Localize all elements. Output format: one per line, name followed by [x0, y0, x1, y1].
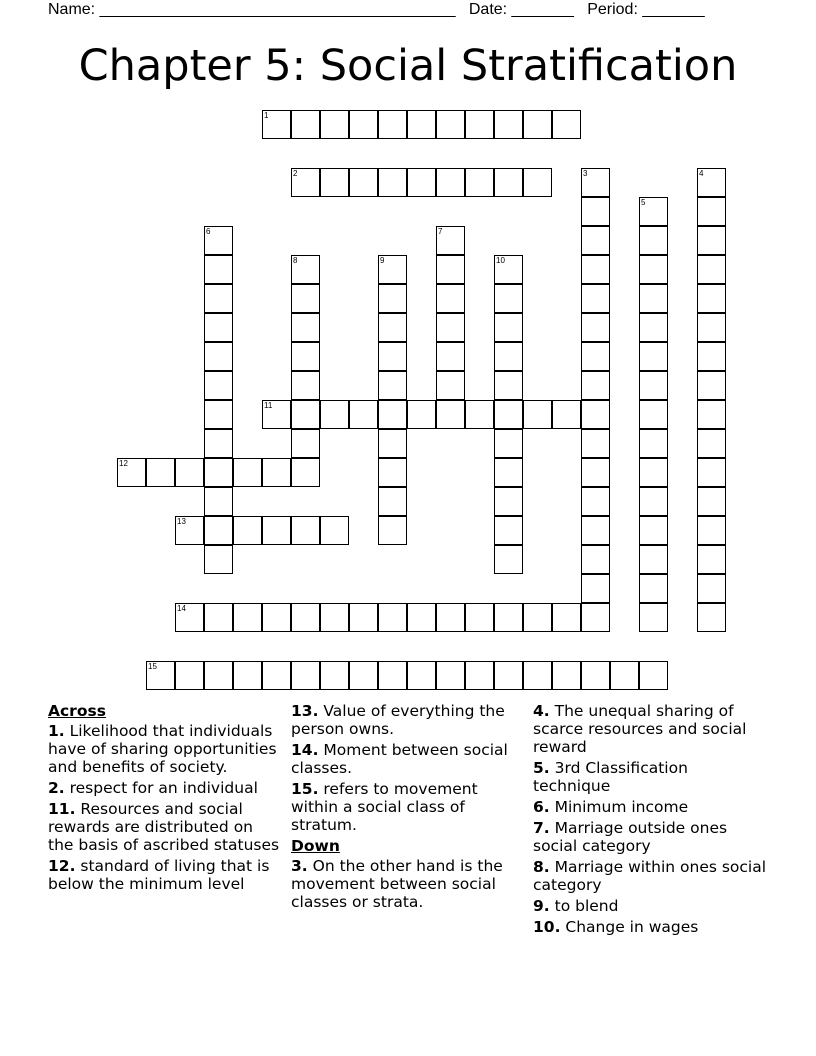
crossword-cell[interactable] — [494, 516, 523, 545]
crossword-cell[interactable] — [552, 110, 581, 139]
crossword-cell[interactable] — [639, 574, 668, 603]
crossword-cell[interactable] — [639, 226, 668, 255]
clue-text: Marriage outside ones social category — [533, 819, 728, 855]
crossword-cell[interactable] — [639, 458, 668, 487]
crossword-cell[interactable] — [697, 168, 726, 197]
crossword-cell[interactable] — [291, 661, 320, 690]
clue-number: 4. — [533, 702, 550, 720]
crossword-cell[interactable] — [262, 110, 291, 139]
crossword-cell[interactable] — [436, 400, 465, 429]
clue-number: 2. — [48, 779, 65, 797]
crossword-cell[interactable] — [494, 487, 523, 516]
cell-number: 11 — [264, 401, 273, 410]
across-clue-list-continued — [291, 702, 525, 834]
crossword-cell[interactable] — [436, 603, 465, 632]
crossword-cell[interactable] — [291, 429, 320, 458]
crossword-cell[interactable] — [320, 110, 349, 139]
crossword-cell[interactable] — [697, 255, 726, 284]
crossword-cell[interactable] — [581, 371, 610, 400]
crossword-cell[interactable] — [407, 661, 436, 690]
clue-item — [533, 897, 768, 915]
crossword-cell[interactable] — [407, 400, 436, 429]
crossword-cell[interactable] — [581, 400, 610, 429]
crossword-cell[interactable] — [494, 342, 523, 371]
clue-number: 6. — [533, 798, 550, 816]
clue-number: 8. — [533, 858, 550, 876]
clue-item — [533, 798, 768, 816]
clue-text: respect for an individual — [64, 779, 258, 797]
crossword-cell[interactable] — [581, 458, 610, 487]
clue-item — [291, 857, 525, 911]
crossword-cell[interactable] — [378, 516, 407, 545]
down-clue-list — [291, 857, 525, 911]
crossword-cell[interactable] — [291, 400, 320, 429]
clue-number: 1. — [48, 722, 65, 740]
crossword-cell[interactable] — [436, 313, 465, 342]
crossword-cell[interactable] — [262, 603, 291, 632]
clue-item — [48, 857, 282, 893]
crossword-cell[interactable] — [204, 545, 233, 574]
crossword-cell[interactable] — [581, 168, 610, 197]
cell-number: 14 — [177, 604, 186, 613]
crossword-cell[interactable] — [349, 110, 378, 139]
clue-item — [533, 759, 768, 795]
crossword-cell[interactable] — [320, 516, 349, 545]
crossword-cell[interactable] — [581, 342, 610, 371]
cell-number: 4 — [699, 169, 704, 178]
crossword-cell[interactable] — [320, 168, 349, 197]
crossword-cell[interactable] — [378, 487, 407, 516]
crossword-cell[interactable] — [697, 371, 726, 400]
clue-item — [291, 741, 525, 777]
crossword-cell[interactable] — [204, 284, 233, 313]
crossword-cell[interactable] — [552, 661, 581, 690]
crossword-cell[interactable] — [639, 284, 668, 313]
crossword-cell[interactable] — [697, 226, 726, 255]
crossword-cell[interactable] — [639, 429, 668, 458]
crossword-cell[interactable] — [436, 168, 465, 197]
crossword-cell[interactable] — [349, 168, 378, 197]
crossword-cell[interactable] — [552, 603, 581, 632]
crossword-cell[interactable] — [465, 661, 494, 690]
crossword-cell[interactable] — [581, 661, 610, 690]
crossword-cell[interactable] — [320, 400, 349, 429]
crossword-cell[interactable] — [639, 661, 668, 690]
crossword-cell[interactable] — [204, 400, 233, 429]
crossword-cell[interactable] — [349, 603, 378, 632]
clue-text: Resources and social rewards are distributed on the basis of ascribed statuses — [48, 800, 280, 854]
crossword-cell[interactable] — [436, 371, 465, 400]
clue-item — [533, 702, 768, 756]
crossword-cell[interactable] — [378, 458, 407, 487]
crossword-cell[interactable] — [291, 516, 320, 545]
crossword-cell[interactable] — [523, 400, 552, 429]
crossword-cell[interactable] — [291, 603, 320, 632]
crossword-cell[interactable] — [494, 371, 523, 400]
cell-number: 8 — [293, 256, 298, 265]
clue-text: standard of living that is below the minimum level — [48, 857, 270, 893]
crossword-cell[interactable] — [523, 110, 552, 139]
crossword-cell[interactable] — [378, 400, 407, 429]
crossword-cell[interactable] — [552, 400, 581, 429]
crossword-cell[interactable] — [291, 342, 320, 371]
page-title: Chapter 5: Social Stratification — [78, 41, 738, 91]
crossword-cell[interactable] — [697, 313, 726, 342]
crossword-cell[interactable] — [494, 603, 523, 632]
crossword-cell[interactable] — [494, 545, 523, 574]
crossword-cell[interactable] — [494, 110, 523, 139]
crossword-cell[interactable] — [146, 458, 175, 487]
down-heading: Down — [291, 837, 340, 855]
crossword-cell[interactable] — [494, 429, 523, 458]
crossword-cell[interactable] — [407, 168, 436, 197]
crossword-cell[interactable] — [581, 574, 610, 603]
crossword-cell[interactable] — [436, 661, 465, 690]
crossword-cell[interactable] — [378, 429, 407, 458]
crossword-cell[interactable] — [697, 603, 726, 632]
crossword-cell[interactable] — [291, 313, 320, 342]
crossword-cell[interactable] — [639, 545, 668, 574]
clue-number: 15. — [291, 780, 319, 798]
crossword-cell[interactable] — [697, 545, 726, 574]
crossword-cell[interactable] — [494, 661, 523, 690]
crossword-cell[interactable] — [581, 226, 610, 255]
clue-item — [533, 819, 768, 855]
crossword-cell[interactable] — [523, 603, 552, 632]
crossword-cell[interactable] — [639, 400, 668, 429]
crossword-cell[interactable] — [378, 342, 407, 371]
crossword-cell[interactable] — [378, 168, 407, 197]
crossword-cell[interactable] — [204, 487, 233, 516]
crossword-cell[interactable] — [349, 400, 378, 429]
crossword-cell[interactable] — [523, 661, 552, 690]
crossword-cell[interactable] — [610, 661, 639, 690]
clue-number: 3. — [291, 857, 308, 875]
crossword-cell[interactable] — [436, 342, 465, 371]
clue-item — [291, 702, 525, 738]
crossword-cell[interactable] — [494, 284, 523, 313]
crossword-cell[interactable] — [581, 429, 610, 458]
clue-text: Minimum income — [549, 798, 689, 816]
crossword-cell[interactable] — [204, 255, 233, 284]
crossword-cell[interactable] — [465, 400, 494, 429]
crossword-cell[interactable] — [291, 255, 320, 284]
crossword-cell[interactable] — [494, 168, 523, 197]
crossword-cell[interactable] — [204, 516, 233, 545]
crossword-cell[interactable] — [697, 400, 726, 429]
crossword-cell[interactable] — [697, 574, 726, 603]
clue-number: 7. — [533, 819, 550, 837]
crossword-cell[interactable] — [175, 458, 204, 487]
crossword-cell[interactable] — [407, 110, 436, 139]
clue-text: refers to movement within a social class of stratum. — [291, 780, 478, 834]
clue-item — [291, 780, 525, 834]
crossword-cell[interactable] — [349, 661, 378, 690]
crossword-cell[interactable] — [204, 371, 233, 400]
crossword-cell[interactable] — [639, 516, 668, 545]
crossword-cell[interactable] — [494, 458, 523, 487]
clues-column-1 — [48, 702, 282, 896]
clue-text: Moment between social classes. — [291, 741, 508, 777]
cell-number: 15 — [148, 662, 157, 671]
clue-text: to blend — [549, 897, 619, 915]
crossword-cell[interactable] — [204, 429, 233, 458]
clue-text: On the other hand is the movement between social classes or strata. — [291, 857, 503, 911]
crossword-cell[interactable] — [639, 371, 668, 400]
crossword-cell[interactable] — [494, 400, 523, 429]
crossword-cell[interactable] — [146, 661, 175, 690]
crossword-cell[interactable] — [204, 226, 233, 255]
crossword-cell[interactable] — [233, 661, 262, 690]
clue-item — [48, 800, 282, 854]
crossword-cell[interactable] — [262, 516, 291, 545]
crossword-cell[interactable] — [204, 458, 233, 487]
cell-number: 13 — [177, 517, 186, 526]
crossword-cell[interactable] — [175, 603, 204, 632]
cell-number: 5 — [641, 198, 646, 207]
crossword-cell[interactable] — [639, 255, 668, 284]
clue-item — [48, 779, 282, 797]
crossword-cell[interactable] — [436, 110, 465, 139]
cell-number: 12 — [119, 459, 128, 468]
crossword-cell[interactable] — [117, 458, 146, 487]
cell-number: 10 — [496, 256, 505, 265]
clue-number: 14. — [291, 741, 319, 759]
crossword-cell[interactable] — [262, 400, 291, 429]
cell-number: 2 — [293, 169, 298, 178]
crossword-cell[interactable] — [639, 603, 668, 632]
name-field-label[interactable]: Name: ________________________________________ — [48, 1, 456, 18]
crossword-cell[interactable] — [291, 458, 320, 487]
crossword-cell[interactable] — [465, 603, 494, 632]
crossword-cell[interactable] — [465, 110, 494, 139]
crossword-cell[interactable] — [175, 661, 204, 690]
clue-text: The unequal sharing of scarce resources and social reward — [533, 702, 747, 756]
crossword-cell[interactable] — [697, 458, 726, 487]
crossword-cell[interactable] — [494, 313, 523, 342]
crossword-cell[interactable] — [494, 255, 523, 284]
crossword-cell[interactable] — [262, 458, 291, 487]
clue-text: 3rd Classification technique — [533, 759, 688, 795]
crossword-cell[interactable] — [697, 284, 726, 313]
crossword-cell[interactable] — [436, 255, 465, 284]
clue-text: Marriage within ones social category — [533, 858, 767, 894]
crossword-cell[interactable] — [378, 110, 407, 139]
crossword-cell[interactable] — [639, 197, 668, 226]
crossword-cell[interactable] — [697, 197, 726, 226]
crossword-cell[interactable] — [639, 313, 668, 342]
crossword-cell[interactable] — [291, 168, 320, 197]
crossword-cell[interactable] — [233, 516, 262, 545]
clue-number: 13. — [291, 702, 319, 720]
crossword-cell[interactable] — [320, 603, 349, 632]
crossword-cell[interactable] — [378, 255, 407, 284]
crossword-cell[interactable] — [581, 255, 610, 284]
crossword-cell[interactable] — [204, 313, 233, 342]
clue-number: 12. — [48, 857, 76, 875]
crossword-cell[interactable] — [436, 226, 465, 255]
crossword-cell[interactable] — [291, 371, 320, 400]
crossword-cell[interactable] — [581, 197, 610, 226]
crossword-cell[interactable] — [291, 284, 320, 313]
crossword-cell[interactable] — [639, 487, 668, 516]
crossword-cell[interactable] — [523, 168, 552, 197]
crossword-cell[interactable] — [378, 661, 407, 690]
cell-number: 9 — [380, 256, 385, 265]
clue-item — [533, 918, 768, 936]
crossword-cell[interactable] — [291, 110, 320, 139]
clue-number: 9. — [533, 897, 550, 915]
across-clue-list — [48, 722, 282, 893]
cell-number: 1 — [264, 111, 269, 120]
crossword-cell[interactable] — [581, 603, 610, 632]
date-field-label[interactable]: Date: _______ — [468, 1, 574, 18]
crossword-cell[interactable] — [378, 371, 407, 400]
crossword-cell[interactable] — [320, 661, 349, 690]
clues-column-2 — [291, 702, 525, 914]
crossword-cell[interactable] — [204, 342, 233, 371]
crossword-cell[interactable] — [581, 284, 610, 313]
clue-text: Change in wages — [560, 918, 699, 936]
crossword-cell[interactable] — [697, 342, 726, 371]
crossword-cell[interactable] — [233, 458, 262, 487]
crossword-cell[interactable] — [262, 661, 291, 690]
down-clue-list-continued — [533, 702, 768, 936]
crossword-cell[interactable] — [639, 342, 668, 371]
period-field-label[interactable]: Period: _______ — [587, 1, 705, 18]
cell-number: 3 — [583, 169, 588, 178]
clue-text: Likelihood that individuals have of sharing opportunities and benefits of society. — [48, 722, 277, 776]
crossword-cell[interactable] — [581, 545, 610, 574]
clue-number: 10. — [533, 918, 561, 936]
crossword-cell[interactable] — [581, 313, 610, 342]
crossword-cell[interactable] — [378, 284, 407, 313]
clue-text: Value of everything the person owns. — [291, 702, 505, 738]
clue-item — [48, 722, 282, 776]
cell-number: 7 — [438, 227, 443, 236]
crossword-cell[interactable] — [436, 284, 465, 313]
crossword-cell[interactable] — [581, 487, 610, 516]
crossword-cell[interactable] — [697, 429, 726, 458]
crossword-cell[interactable] — [581, 516, 610, 545]
crossword-cell[interactable] — [204, 661, 233, 690]
clue-number: 5. — [533, 759, 550, 777]
crossword-cell[interactable] — [697, 516, 726, 545]
crossword-cell[interactable] — [465, 168, 494, 197]
crossword-cell[interactable] — [697, 487, 726, 516]
crossword-cell[interactable] — [204, 603, 233, 632]
clue-item — [533, 858, 768, 894]
crossword-cell[interactable] — [175, 516, 204, 545]
across-heading: Across — [48, 702, 106, 720]
cell-number: 6 — [206, 227, 211, 236]
clue-number: 11. — [48, 800, 76, 818]
crossword-cell[interactable] — [378, 313, 407, 342]
crossword-cell[interactable] — [378, 603, 407, 632]
clues-column-3 — [533, 702, 768, 939]
crossword-cell[interactable] — [233, 603, 262, 632]
crossword-cell[interactable] — [407, 603, 436, 632]
